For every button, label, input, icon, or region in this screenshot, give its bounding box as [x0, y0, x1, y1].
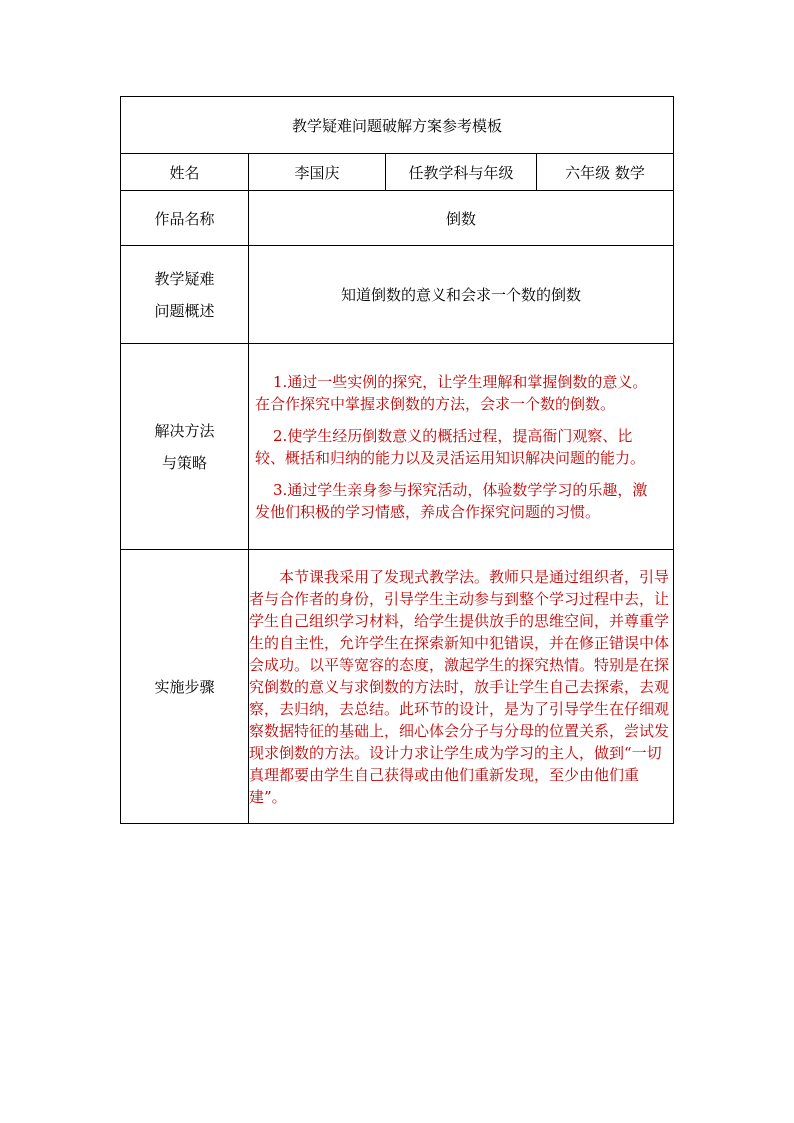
problem-label — [121, 246, 249, 344]
implementation-text: 本节课我采用了发现式教学法。教师只是通过组织者，引导者与合作者的身份，引导学生主动参与到整个学习过程中去，让学生自己组织学习材料，给学生提供放手的思维空间，并尊重学生的自主性，允许学生在探索新知中犯错误，并在修正错误中体会成功。以平等宽容的态度，激起学生的探究热情。特别是在探究倒数的意义与求倒数的方法时，放手让学生自己去探索，去观察，去归纳，去总结。此环节的设计，是为了引导学生在仔细观察数据特征的基础上，细心体会分子与分母的位置关系，尝试发现求倒数的方法。设计力求让学生成为学习的主人，做到“一切真理都要由学生自己获得或由他们重新发现，至少由他们重建”。 — [249, 550, 674, 824]
strategy-label — [121, 344, 249, 550]
work-value: 倒数 — [249, 191, 674, 246]
problem-label-line1: 教学疑难 — [154, 269, 215, 288]
form-table — [120, 96, 674, 824]
strategy-item: 3.通过学生亲身参与探究活动，体验数学学习的乐趣，激发他们积极的学习情感，养成合作探究问题的习惯。 — [255, 480, 648, 521]
name-label: 姓名 — [121, 154, 249, 191]
problem-label-line2: 问题概述 — [154, 301, 215, 320]
strategy-content — [249, 344, 674, 550]
document-title: 教学疑难问题破解方案参考模板 — [121, 97, 674, 154]
subject-value: 六年级 数学 — [537, 154, 674, 191]
strategy-item: 2.使学生经历倒数意义的概括过程，提高衙门观察、比较、概括和归纳的能力以及灵活运用知识解决问题的能力。 — [255, 426, 646, 467]
work-label: 作品名称 — [121, 191, 249, 246]
strategy-label-line2: 与策略 — [161, 453, 207, 472]
strategy-label-line1: 解决方法 — [154, 421, 215, 440]
problem-value: 知道倒数的意义和会求一个数的倒数 — [249, 246, 674, 344]
strategy-item: 1.通过一些实例的探究，让学生理解和掌握倒数的意义。在合作探究中掌握求倒数的方法，会求一个数的倒数。 — [255, 372, 648, 413]
subject-label: 任教学科与年级 — [386, 154, 537, 191]
name-value: 李国庆 — [249, 154, 386, 191]
implementation-label: 实施步骤 — [121, 550, 249, 824]
